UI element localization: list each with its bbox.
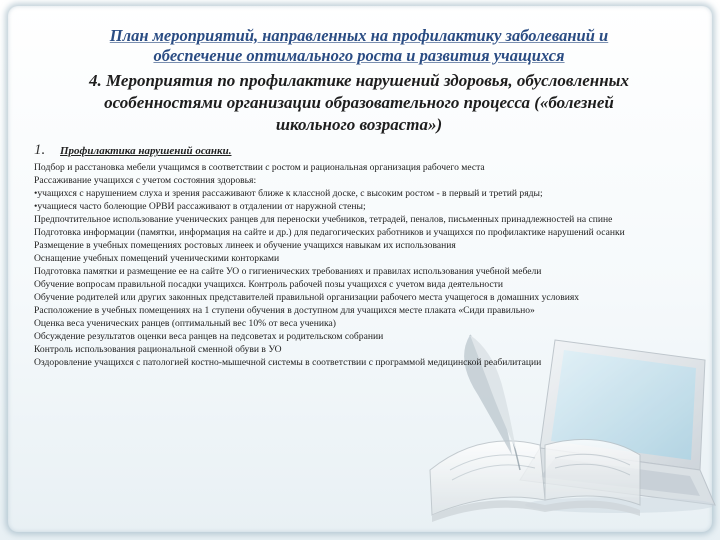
- list-item: Предпочтительное использование ученических ранцев для переноски учебников, тетрадей, пеналов, письменных принадлежностей на спине: [34, 214, 613, 225]
- list-item: Рассаживание учащихся с учетом состояния здоровья:: [34, 175, 257, 186]
- list-item: Оснащение учебных помещений ученическими конторками: [34, 253, 280, 264]
- list-item: Обучение родителей или других законных представителей правильной организации рабочего места учащегося в домашних условиях: [34, 292, 580, 303]
- list-item: Подготовка информации (памятки, информация на сайте и др.) для педагогических работников и учащихся по профилактике нарушений осанки: [34, 227, 625, 238]
- list-item: Обсуждение результатов оценки веса ранцев на педсоветах и родительском собрании: [34, 331, 384, 342]
- list-item: Расположение в учебных помещениях на 1 ступени обучения в доступном для учащихся месте плаката «Сиди правильно»: [34, 305, 535, 316]
- list-item: Обучение вопросам правильной посадки учащихся. Контроль рабочей позы учащихся с учетом вида деятельности: [34, 279, 503, 290]
- list-item: •учащихся с нарушением слуха и зрения рассаживают ближе к классной доске, с высоким ростом - в первый и третий ряды;: [34, 188, 543, 199]
- subtitle-line-1: 4. Мероприятия по профилактике нарушений здоровья, обусловленных: [89, 71, 629, 90]
- title-line-1: План мероприятий, направленных на профилактику заболеваний и: [109, 26, 609, 45]
- slide-subtitle: [34, 70, 684, 136]
- list-item: Контроль использования рациональной сменной обуви в УО: [34, 344, 282, 355]
- subtitle-line-2: особенностями организации образовательного процесса («болезней: [104, 93, 614, 112]
- list-item: •учащиеся часто болеющие ОРВИ рассаживают в отдалении от наружной стены;: [34, 201, 366, 212]
- section-heading: [34, 142, 684, 159]
- measures-list: [34, 161, 684, 369]
- list-item: Подготовка памятки и размещение ее на сайте УО о гигиенических требованиях и правилах использования учебной мебели: [34, 266, 542, 277]
- list-item: Подбор и расстановка мебели учащимся в соответствии с ростом и рациональная организация рабочего места: [34, 162, 485, 173]
- title-line-2: обеспечение оптимального роста и развития учащихся: [153, 46, 565, 65]
- list-item: Размещение в учебных помещениях ростовых линеек и обучение учащихся навыкам их использования: [34, 240, 456, 251]
- list-item: Оценка веса ученических ранцев (оптимальный вес 10% от веса ученика): [34, 318, 336, 329]
- subtitle-line-3: школьного возраста»): [275, 115, 443, 134]
- section-number: 1.: [34, 142, 46, 158]
- slide-title: [34, 26, 684, 66]
- section-label: Профилактика нарушений осанки.: [60, 145, 232, 157]
- list-item: Оздоровление учащихся с патологией костно-мышечной системы в соответствии с программой медицинской реабилитации: [34, 357, 542, 368]
- slide-content: [34, 26, 684, 369]
